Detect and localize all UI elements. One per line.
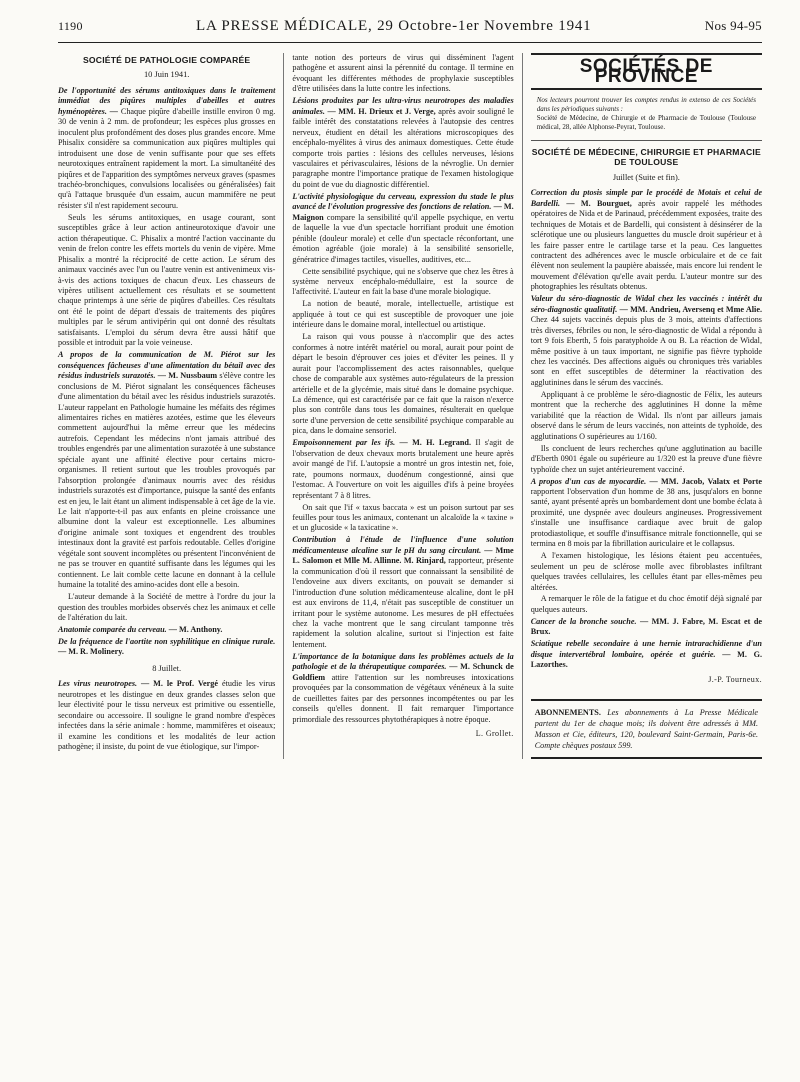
- article-title: Sciatique rebelle secondaire à une hernie intrarachidienne d'un disque intervertébral lombaire, opérée et guérie.: [530, 639, 762, 659]
- article-body: compare la sensibilité qu'il appelle psychique, en vertu de laquelle la vue d'un spectacle horrifiant produit une émotion pénible (douleur morale) et celle d'un spectacle réconfortant, une émotion agréable (joie morale) à la sensibilité sensorielle, génératrice d'images tactiles, visuelles, auditives, etc...: [292, 212, 514, 264]
- article-paragraph: tante notion des porteurs de virus qui disséminent l'agent pathogène et assurent ainsi la pérennité du contage. Il termine en évoquant les différentes méthodes de prophylaxie susceptibles d'être utilisées dans la lutte contre les infections.: [292, 53, 514, 94]
- page-header: [58, 18, 762, 40]
- article: [531, 477, 762, 550]
- note-line: Nos lecteurs pourront trouver les comptes rendus in extenso de ces Sociétés dans les périodiques suivants :: [536, 95, 756, 113]
- article-body: Chaque piqûre d'abeille instille environ 0 mg. 30 de venin à 2 mm. de profondeur; les espèces plus grosses en inoculent plus profondément des doses plus grandes encore. Mme Phisalix considère sa communication aux piqûres multiples qui introduisent une dose de venin suffisante pour que ses effets neurotoxiques entraînent rapidement la mort. La simultanéité des piqûres et de l'apparition des symptômes nerveux graves (spasmes trachéo-bronchiques, convulsions localisées ou généralisées) fait qu'à l'attaque brusquée d'un essaim, aucun mammifère ne peut résister s'il n'est rapidement secouru.: [58, 106, 276, 210]
- journal-name: LA PRESSE MÉDICALE,: [196, 18, 373, 34]
- article-author: — M. R. Molinery.: [58, 647, 124, 657]
- article-title: De l'opportunité des sérums antitoxiques dans le traitement immédiat des piqûres multiples d'abeilles et autres hyménoptères. —: [58, 85, 276, 116]
- section-title: SOCIÉTÉ DE MÉDECINE, CHIRURGIE ET PHARMACIE DE TOULOUSE: [531, 146, 761, 168]
- signature: J.-P. Tourneux.: [708, 674, 762, 684]
- article: [58, 86, 275, 211]
- article-paragraph: Seuls les sérums antitoxiques, en usage courant, sont susceptibles grâce à leur action antineurotoxique d'avoir une action thérapeutique. C. Phisalix a montré l'action vaccinante du venin de frelon contre les effets mortels du venin de vipère. Mme Phisalix a montré la réciprocité de cette action. Le sérum des animaux vaccinés avec l'un ou l'autre venin est antivenimeux vis-à-vis des actions toxiques de chacun d'eux. Les chasseurs de vipères utilisent actuellement ces résultats et se soumettent chaque printemps à une série de piqûres d'abeilles. Ces résultats ont été le point de départ d'essais de traitements des piqûres multiples par le sérum antivipérin qui ont donné des résultats satisfaisants. L'emploi du sérum devra être aussi hâtif que possible et introduit par la voie veineuse.: [58, 212, 276, 348]
- article: [58, 637, 275, 658]
- article-author: — M. H. Legrand.: [399, 438, 472, 448]
- article: [531, 188, 762, 293]
- article-author: — M. Nussbaum: [157, 371, 218, 381]
- article-paragraph: L'auteur demande à la Société de mettre à l'ordre du jour la question des troubles morbides observés chez les animaux et celle de l'altération du lait.: [58, 592, 276, 623]
- article-author: — M. Schunck de Goldfiem: [292, 662, 514, 682]
- article: [292, 535, 513, 650]
- article-body: rapporteur, présente la communication d'où il ressort que connaissant la sensibilité de l'endoveine aux divers excitants, on pouvait se demander si l'introduction d'une solution médicamenteuse alcaline, dont le pH est aux environs de 11,4, n'était pas susceptible de constituer un irritant pour le système autonome. Les mesures de pH effectuées chez la vache montrent que le sang circulant tamponne très rapidement la solution alcaline, surtout si l'injection est faite lentement.: [292, 556, 514, 649]
- article: [58, 679, 275, 752]
- article-body: étudie les virus neurotropes et les distingue en deux grandes classes selon que leur électivité pour le tissu nerveux est primitive ou essentielle, secondaire ou accessoire. Il souligne le grand nombre d'espèces infectées dans la série animale : homme, mammifères et oiseaux; il examine les conditions et les modalités de leur action pathogène; il insiste, du point de vue étiologique, sur l'impor-: [58, 679, 276, 752]
- article-paragraph: La notion de beauté, morale, intellectuelle, artistique est appliquée à tout ce qui est susceptible de provoquer une joie intérieure dans le domaine moral, intellectuel ou artistique.: [292, 299, 514, 330]
- session-date: Juillet (Suite et fin).: [612, 172, 680, 182]
- article-author: — MM. J. Fabre, M. Escat et de Brux.: [530, 616, 763, 637]
- article-paragraph: On sait que l'if « taxus baccata » est un poison surtout par ses feuilles pour tous les animaux, contenant un alcaloïde la « taxine » et un glucoside « la taxicatine ».: [292, 502, 514, 533]
- article-author: — MM. Jacob, Valatx et Porte: [649, 476, 763, 486]
- article-title: Lésions produites par les ultra-virus neurotropes des maladies animales.: [292, 96, 514, 116]
- article-title: A propos de la communication de M. Piérot sur les conséquences fâcheuses d'une alimentation du bétail avec des résidus industriels surazotés.: [58, 350, 276, 381]
- issue-number: Nos 94-95: [704, 18, 762, 33]
- article: [58, 350, 275, 590]
- column-1: [58, 53, 283, 759]
- article-title: Anatomie comparée du cerveau.: [58, 625, 167, 635]
- article-body: Il s'agit de l'observation de deux chevaux morts brutalement une heure après avoir mangé de l'if. L'autopsie a montré un gros intestin net, foie, rate, poumons normaux, duodénum congestionné, ainsi que l'estomac. A l'ouverture on voit les aiguilles d'ifs à peine broyées représentant 7 à 8 litres.: [292, 438, 514, 500]
- divider: [531, 140, 762, 141]
- article: [531, 617, 762, 638]
- article-title: L'activité physiologique du cerveau, expression du stade le plus avancé de l'évolution progressive des fonctions de relation.: [292, 191, 514, 212]
- article-title: Correction du ptosis simple par le procédé de Motais et celui de Bardelli.: [530, 188, 762, 208]
- article-body: Chez 44 sujets vaccinés depuis plus de 3 mois, atteints d'affections très diverses, fébriles ou non, le séro-diagnostic de Widal a répondu à tort 9 fois Eberth, 5 fois paratyphoïde A ou B. La réaction de Widal, même positive à un taux important, ne signifie pas fièvre typhoïde chez les vaccinés. Des affections aiguës ou chroniques très variables sont en effet susceptibles de déterminer la réactivation des agglutinines dans le sérum des vaccinés.: [530, 315, 762, 387]
- article-title: Empoisonnement par les ifs.: [292, 438, 396, 448]
- article-author: — M. Bourguet,: [566, 198, 632, 208]
- columns: [58, 53, 762, 759]
- article-body: s'élève contre les conclusions de M. Piérot signalant les conséquences fâcheuses d'une alimentation du bétail avec les résidus industriels surazotés. L'auteur rappelant en Pathologie humaine les méfaits des régimes alimentaires riches en matières azotées, estime que les éleveurs commettent aujourd'hui la même erreur que les médecins autrefois. Cependant les médecins n'ont jamais attribué des troubles engendrés par une alimentation surazotée à une substance spéciale ayant une affinité élective pour certains micro-organismes. Il retient surtout que les troubles provoqués par l'absorption prolongée d'animaux nourris avec des résidus industriels surazotés est d'importance, puisque la santé des enfants est en jeu, le lait étant un aliment indispensable à cet âge de la vie. Le lait n'apporte-t-il pas aux enfants en pleine croissance une albumine dont la valeur est exceptionnelle. Les albumines d'origine animale sont toxiques et engendrent des troubles intestinaux dont la gravité est parfois redoutable. Celles d'origine végétale sont souvent incomplètes ou présentent l'inconvénient de ne pas se trouver en quantité suffisante dans les légumes qui les contiennent. Le lait comble cette lacune en donnant à la cellule humaine la totalité des amino-acides dont elle a besoin.: [58, 371, 276, 590]
- subscription-text: Les abonnements à La Presse Médicale partent du 1er de chaque mois; ils doivent être adressés à MM. Masson et Cie, éditeurs, 120, boulevard Saint-Germain, Paris-6e. Compte chèques postaux 599.: [534, 708, 759, 751]
- header-rule: [58, 42, 762, 43]
- article-title: Valeur du séro-diagnostic de Widal chez les vaccinés : intérêt du séro-diagnostic qualitatif.: [530, 294, 762, 314]
- article-author: — MM. Andrieu, Aversenq et Mme Alie.: [619, 304, 763, 314]
- article-body: après avoir rappelé les méthodes opératoires de Nida et de Parinaud, précédemment exposées, traite des techniques de Motais et de Bardelli, qui consistent à désinsérer de la sclérotique une ou plusieurs languettes du muscle droit supérieur et à les faire passer entre le cartilage tarse et la peau. Ces languettes contractent des adhérences avec le muscle orbiculaire et de ce fait élèvent non seulement la paupière abaissée, mais encore lui rendent le mouvement d'élévation qu'elle avait perdu. L'auteur montre sur des photographies les résultats obtenus.: [530, 198, 763, 292]
- subscription-label: ABONNEMENTS.: [534, 708, 601, 718]
- column-2: [283, 53, 522, 759]
- article-title: De la fréquence de l'aortite non syphilitique en clinique rurale.: [58, 636, 276, 646]
- article-paragraph: Ils concluent de leurs recherches qu'une agglutination au bacille d'Eberth 0901 égale ou supérieure au 1/320 est la preuve d'une fièvre typhoïde chez un sujet antérieurement vacciné.: [530, 443, 762, 474]
- subscription-box: [531, 699, 762, 759]
- article-author: — MM. H. Drieux et J. Verge,: [327, 106, 436, 116]
- journal-title: [196, 18, 591, 35]
- article-paragraph: Appliquant à ce problème le séro-diagnostic de Félix, les auteurs montrent que la recherche des agglutinines H donne la même variabilité que la réaction de Widal. Ils n'ont par ailleurs jamais observé dans le sérum de leurs vaccinés, non atteints de typhoïde, des agglutinations O supérieures au 1/160.: [530, 389, 762, 441]
- issue-date: 29 Octobre-1er Novembre 1941: [377, 18, 592, 34]
- article: [58, 625, 275, 635]
- signature: L. Grollet.: [475, 729, 514, 739]
- article: [531, 294, 762, 388]
- article: [292, 96, 513, 190]
- article-body: attire l'attention sur les nombreuses intoxications provoquées par la consommation de végétaux vénéneux à la suite de cueillettes faites par des personnes incompétentes ou par les conseils qu'elles donnent. Il fait remarquer l'importance primordiale des ressources phytothérapiques à notre époque.: [292, 672, 514, 724]
- article-title: Contribution à l'étude de l'influence d'une solution médicamenteuse alcaline sur le pH du sang circulant.: [292, 535, 514, 555]
- article-title: Cancer de la bronche souche.: [530, 616, 637, 626]
- article: [292, 652, 513, 725]
- article: [531, 639, 762, 670]
- article-author: — M. G. Lazorthes.: [530, 649, 762, 670]
- article-author: — M. Anthony.: [168, 625, 223, 635]
- section-title: SOCIÉTÉ DE PATHOLOGIE COMPARÉE: [82, 55, 251, 65]
- article-author: — M. le Prof. Vergé: [141, 679, 219, 689]
- editor-note: [531, 96, 762, 132]
- session-date: 10 Juin 1941.: [143, 70, 190, 80]
- session-date: 8 Juillet.: [152, 663, 182, 673]
- page-number: 1190: [58, 19, 83, 33]
- journal-page: [58, 18, 762, 1068]
- article-body: après avoir souligné le faible intérêt des constatations relevées à l'autopsie des centres nerveux, étudient en détail les altérations microscopiques des encéphalo-myélites à virus des animaux domestiques. Cette étude comporte trois parties : lésions des cellules nerveuses, lésions vasculaires et périvasculaires, lésions de la névroglie. Un dernier paragraphe montre l'importance pratique de l'examen histologique du point de vue du diagnostic différentiel.: [292, 106, 514, 189]
- article: [292, 438, 513, 501]
- section-banner: SOCIÉTÉS DE PROVINCE: [531, 53, 762, 90]
- article-paragraph: A remarquer le rôle de la fatigue et du choc émotif déjà signalé par quelques auteurs.: [530, 594, 762, 614]
- article-title: Les virus neurotropes.: [58, 679, 138, 689]
- article: [292, 192, 513, 265]
- article-author: — Mme L. Salomon et Mlle M. Allinne. M. Rinjard,: [292, 545, 514, 566]
- article-title: A propos d'un cas de myocardie.: [530, 476, 647, 486]
- article-paragraph: La raison qui vous pousse à n'accomplir que des actes conformes à notre intérêt matériel ou moral, aurait pour point de départ le besoin d'éprouver ces joies et d'éviter les peines. Il y aurait pour l'accomplissement des actes raisonnables, quelque chose de comparable aux systèmes auto-régulateurs de la pression artérielle et de la glycémie, mais situé dans le domaine psychique. La démence, qui est caractérisée par ce fait que la raison n'exerce plus son contrôle dans tous les domaines, résulterait en quelque sorte d'une perversion de cette sensibilité psychique comparable au pica, dans le domaine sensoriel.: [292, 332, 514, 436]
- article-paragraph: A l'examen histologique, les lésions étaient peu accentuées, seulement un peu de sclérose molle avec fibroblastes infiltrant quelques travées cellulaires, les cellules étant par elles-mêmes peu altérées.: [530, 551, 762, 592]
- article-author: — M. Maignon: [292, 202, 514, 222]
- article-body: rapportent l'observation d'un homme de 38 ans, jusqu'alors en bonne santé, ayant présenté après un bombardement dont une bombe éclata à proximité, une dyspnée avec douleurs angineuses. Progressivement s'installe une insuffisance cardiaque avec bruit de galop protodiastolique, et souffle d'insuffisance mitrale fonctionnelle, qui se termina en 8 mois par la fibrillation auriculaire et le collapsus.: [530, 486, 762, 549]
- note-line: Société de Médecine, de Chirurgie et de Pharmacie de Toulouse (Toulouse médical, 28, allée Alphonse-Peyrat, Toulouse.: [536, 113, 756, 131]
- column-3: [523, 53, 762, 759]
- article-title: L'importance de la botanique dans les problèmes actuels de la pathologie et de la thérapeutique comparées.: [292, 651, 514, 672]
- article-paragraph: Cette sensibilité psychique, qui ne s'observe que chez les êtres à système nerveux encéphalo-médullaire, est la source de l'affectivité. L'auteur en fait la base d'une morale biologique.: [292, 266, 514, 297]
